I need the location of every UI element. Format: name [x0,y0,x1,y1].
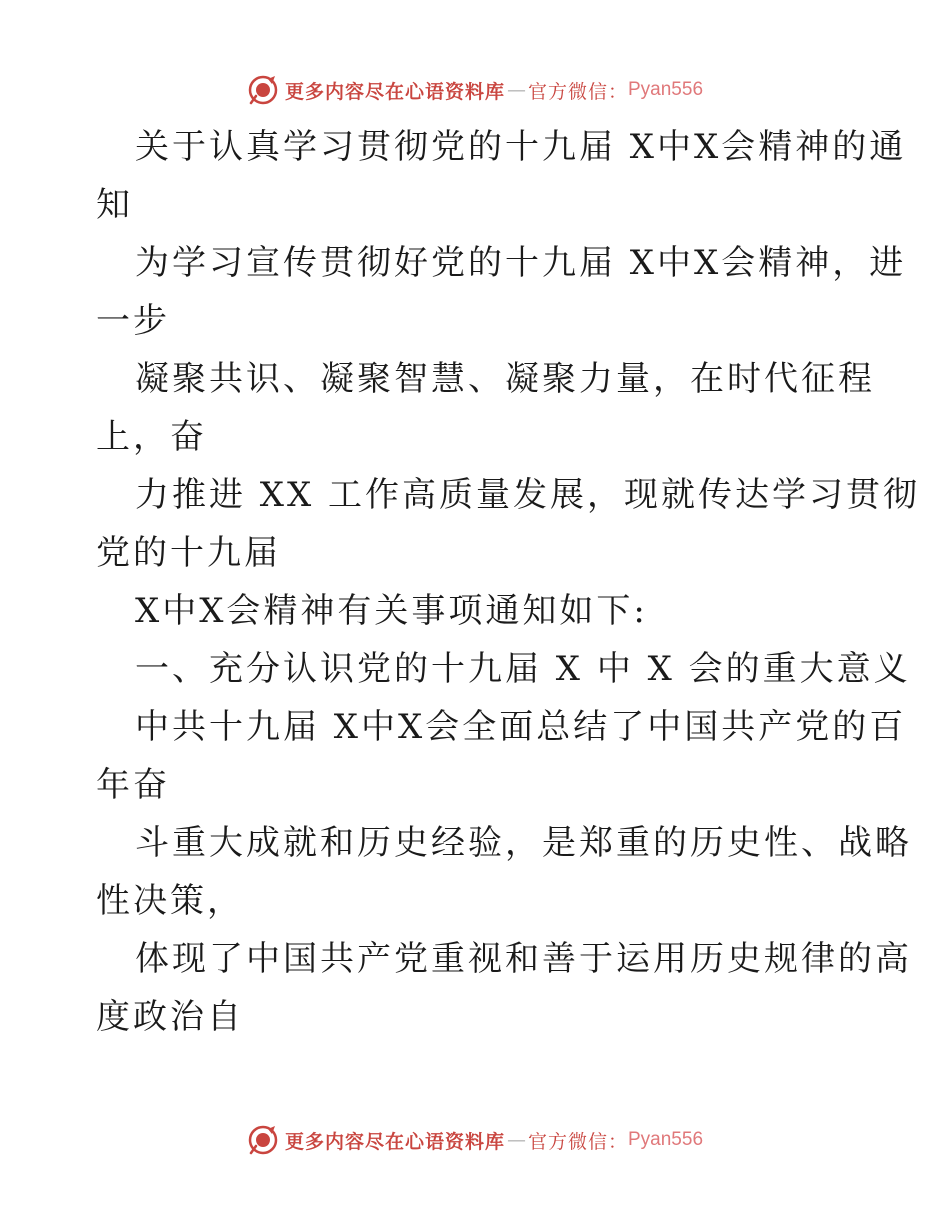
text-line-12: 年奋 [96,765,170,805]
header-wechat-id: Pyan556 [628,79,704,100]
header-separator: — [506,79,526,101]
header-brand-text: 更多内容尽在心语资料库 [284,80,505,103]
footer-wechat-label: 官方微信： [527,1130,628,1153]
text-line-2: 知 [96,185,133,225]
text-line-7: 力推进 XX 工作高质量发展，现就传达学习贯彻 [135,475,921,515]
footer-wechat-id: Pyan556 [628,1129,704,1150]
document-body [0,118,950,1046]
text-line-10: 一、充分认识党的十九届 X 中 X 会的重大意义 [135,649,911,689]
text-line-16: 度政治自 [96,997,244,1037]
text-line-9: X中X会精神有关事项通知如下: [135,591,648,631]
footer-brand-text: 更多内容尽在心语资料库 [284,1130,505,1153]
header-watermark [0,70,950,110]
text-line-11: 中共十九届 X中X会全面总结了中国共产党的百 [135,707,907,747]
text-line-15: 体现了中国共产党重视和善于运用历史规律的高 [135,939,912,979]
text-line-4: 一步 [96,301,170,341]
text-line-6: 上，奋 [96,417,207,457]
text-line-8: 党的十九届 [96,533,281,573]
text-line-14: 性决策， [96,881,244,921]
footer-watermark [0,1120,950,1160]
text-line-3: 为学习宣传贯彻好党的十九届 X中X会精神，进 [135,243,907,283]
header-wechat-label: 官方微信： [527,80,628,103]
brand-logo-icon [247,74,279,106]
text-line-5: 凝聚共识、凝聚智慧、凝聚力量，在时代征程 [135,359,875,399]
text-line-1: 关于认真学习贯彻党的十九届 X中X会精神的通 [135,127,907,167]
brand-logo-icon [247,1124,279,1156]
footer-separator: — [506,1129,526,1151]
text-line-13: 斗重大成就和历史经验，是郑重的历史性、战略 [135,823,912,863]
